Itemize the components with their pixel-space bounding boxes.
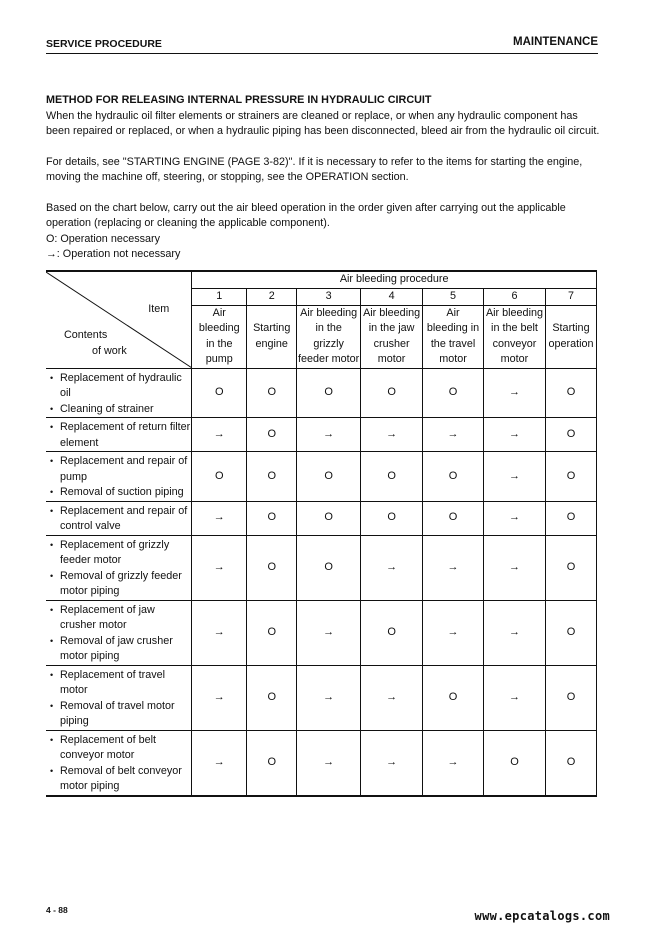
column-header-line: motor: [500, 353, 529, 365]
operation-necessary-mark: O: [566, 625, 576, 638]
column-header-line: in the belt: [491, 322, 538, 334]
column-header-line: Air bleeding: [300, 306, 358, 319]
mark-cell: [423, 452, 484, 502]
mark-cell: [545, 418, 596, 452]
operation-not-necessary-mark: →: [213, 755, 225, 768]
operation-necessary-mark: O: [267, 511, 276, 524]
mark-cell: [423, 665, 484, 730]
operation-necessary-mark: O: [324, 469, 333, 482]
operation-necessary-mark: O: [448, 469, 458, 482]
mark-cell: [545, 535, 596, 600]
operation-necessary-mark: O: [566, 386, 576, 398]
mark-cell: [423, 418, 484, 452]
air-bleeding-table: [46, 270, 597, 797]
operation-necessary-mark: O: [267, 625, 276, 638]
mark-cell: [247, 535, 297, 600]
table-row: [46, 501, 597, 535]
corner-of-work-label: of work: [92, 345, 127, 357]
table-corner-cell: [46, 271, 192, 368]
operation-not-necessary-mark: →: [213, 690, 225, 703]
mark-cell: [297, 368, 361, 418]
column-header: [192, 305, 247, 368]
operation-necessary-mark: O: [324, 511, 333, 524]
operation-necessary-mark: O: [387, 625, 396, 638]
mark-cell: [484, 665, 546, 730]
corner-item-label: Item: [148, 303, 170, 315]
operation-not-necessary-mark: →: [508, 511, 520, 524]
operation-not-necessary-mark: →: [323, 755, 335, 768]
column-number: 4: [361, 289, 423, 306]
work-item: • Removal of jaw crusher motor piping: [50, 634, 191, 665]
mark-cell: [297, 665, 361, 730]
operation-not-necessary-mark: →: [508, 386, 520, 398]
mark-cell: [545, 730, 596, 796]
operation-not-necessary-mark: →: [447, 427, 459, 440]
body-text: [46, 93, 600, 263]
mark-cell: [192, 600, 247, 665]
work-item: • Removal of suction piping: [50, 485, 191, 501]
table-row: [46, 452, 597, 502]
mark-cell: [361, 600, 423, 665]
operation-not-necessary-mark: →: [213, 427, 225, 440]
mark-cell: [361, 665, 423, 730]
operation-not-necessary-mark: →: [508, 625, 520, 638]
mark-cell: [361, 730, 423, 796]
operation-necessary-mark: O: [448, 386, 458, 398]
column-header-line: conveyor: [492, 337, 537, 350]
table-row: [46, 535, 597, 600]
operation-necessary-mark: O: [267, 469, 276, 482]
mark-cell: [423, 368, 484, 418]
operation-necessary-mark: O: [387, 386, 396, 398]
table-row: [46, 665, 597, 730]
mark-cell: [247, 600, 297, 665]
work-content-cell: [46, 501, 192, 535]
operation-necessary-mark: O: [566, 511, 576, 524]
mark-cell: [297, 501, 361, 535]
column-header: [247, 305, 297, 368]
work-item: • Replacement of grizzly feeder motor: [50, 538, 191, 569]
operation-necessary-mark: O: [267, 386, 276, 398]
mark-cell: [361, 452, 423, 502]
work-content-cell: [46, 368, 192, 418]
mark-cell: [297, 730, 361, 796]
work-item: • Replacement of belt conveyor motor: [50, 733, 191, 764]
column-number: 3: [297, 289, 361, 306]
mark-cell: [192, 665, 247, 730]
work-content-cell: [46, 452, 192, 502]
mark-cell: [192, 730, 247, 796]
mark-cell: [484, 452, 546, 502]
column-header-line: bleeding: [198, 322, 240, 334]
column-header-line: crusher: [373, 337, 410, 350]
mark-cell: [484, 535, 546, 600]
legend-necessary: O: Operation necessary: [46, 232, 161, 245]
operation-not-necessary-mark: →: [213, 625, 225, 638]
mark-cell: [247, 452, 297, 502]
mark-cell: [423, 730, 484, 796]
work-item: • Removal of travel motor piping: [50, 699, 191, 730]
mark-cell: [361, 535, 423, 600]
column-header: [484, 305, 546, 368]
operation-not-necessary-mark: →: [447, 625, 459, 638]
operation-not-necessary-mark: →: [508, 427, 520, 440]
work-item: • Replacement of return filter element: [50, 420, 191, 451]
operation-not-necessary-mark: →: [386, 560, 398, 573]
mark-cell: [247, 418, 297, 452]
work-item: • Replacement and repair of control valve: [50, 504, 191, 535]
mark-cell: [361, 418, 423, 452]
operation-not-necessary-mark: →: [508, 690, 520, 703]
operation-necessary-mark: O: [324, 560, 333, 573]
mark-cell: [484, 730, 546, 796]
chart-instruction-paragraph: Based on the chart below, carry out the air bleed operation in the order given after carrying out the applicable operation (replacing or cleaning the applicable component).: [46, 201, 566, 229]
column-number: 6: [484, 289, 546, 306]
mark-cell: [423, 501, 484, 535]
column-header-line: motor: [377, 353, 406, 365]
work-item: • Replacement of travel motor: [50, 668, 191, 699]
column-header-line: operation: [548, 337, 594, 350]
operation-necessary-mark: O: [387, 469, 396, 482]
work-content-cell: [46, 665, 192, 730]
operation-necessary-mark: O: [448, 690, 458, 703]
mark-cell: [484, 501, 546, 535]
column-header-line: in the: [315, 322, 342, 334]
mark-cell: [192, 501, 247, 535]
mark-cell: [192, 452, 247, 502]
mark-cell: [423, 535, 484, 600]
operation-necessary-mark: O: [566, 690, 576, 703]
mark-cell: [484, 600, 546, 665]
intro-paragraph: When the hydraulic oil filter elements or strainers are cleaned or replace, or when any hydraulic component has been repaired or replaced, or when a hydraulic piping has been disconnected, bleed air from the hydraulic oil circuit.: [46, 109, 600, 137]
work-item: • Replacement of hydraulic oil: [50, 371, 191, 402]
operation-necessary-mark: O: [566, 427, 576, 440]
section-title: METHOD FOR RELEASING INTERNAL PRESSURE IN HYDRAULIC CIRCUIT: [46, 94, 432, 106]
table-row: [46, 368, 597, 418]
operation-not-necessary-mark: →: [213, 511, 225, 524]
mark-cell: [361, 368, 423, 418]
mark-cell: [423, 600, 484, 665]
operation-not-necessary-mark: →: [508, 560, 520, 573]
mark-cell: [297, 418, 361, 452]
operation-necessary-mark: O: [566, 755, 576, 768]
column-header-line: Starting: [552, 322, 590, 334]
watermark-text: www.epcatalogs.com: [474, 909, 610, 923]
operation-not-necessary-mark: →: [508, 469, 520, 482]
column-header: [297, 305, 361, 368]
column-header-line: in the: [206, 337, 233, 350]
operation-not-necessary-mark: →: [386, 427, 398, 440]
column-header: [423, 305, 484, 368]
operation-not-necessary-mark: →: [447, 755, 459, 768]
column-header-line: in the jaw: [368, 322, 415, 334]
mark-cell: [545, 501, 596, 535]
work-content-cell: [46, 535, 192, 600]
mark-cell: [484, 368, 546, 418]
work-item: • Cleaning of strainer: [50, 402, 191, 418]
operation-necessary-mark: O: [214, 469, 224, 482]
table-row: [46, 418, 597, 452]
column-header: [361, 305, 423, 368]
operation-necessary-mark: O: [267, 690, 276, 703]
operation-necessary-mark: O: [267, 755, 276, 768]
mark-cell: [192, 368, 247, 418]
work-item: • Replacement of jaw crusher motor: [50, 603, 191, 634]
mark-cell: [297, 600, 361, 665]
operation-not-necessary-mark: →: [386, 755, 398, 768]
group-header: Air bleeding procedure: [192, 271, 597, 289]
operation-not-necessary-mark: →: [213, 560, 225, 573]
column-header-line: feeder motor: [298, 353, 360, 365]
column-header: [545, 305, 596, 368]
column-header-line: grizzly: [313, 337, 344, 350]
work-item: • Removal of grizzly feeder motor piping: [50, 569, 191, 600]
operation-necessary-mark: O: [566, 469, 576, 482]
column-header-line: pump: [205, 353, 233, 365]
operation-necessary-mark: O: [324, 386, 333, 398]
column-header-line: motor: [439, 353, 467, 365]
operation-not-necessary-mark: →: [447, 560, 459, 573]
header-section-label: SERVICE PROCEDURE: [46, 38, 162, 50]
table-row: [46, 730, 597, 796]
operation-necessary-mark: O: [214, 386, 224, 398]
mark-cell: [545, 368, 596, 418]
operation-not-necessary-mark: →: [323, 690, 335, 703]
table-row: [46, 600, 597, 665]
mark-cell: [247, 501, 297, 535]
mark-cell: [192, 418, 247, 452]
details-paragraph: For details, see "STARTING ENGINE (PAGE 3-82)". If it is necessary to refer to the items for starting the engine, moving the machine off, steering, or stopping, see the OPERATION section.: [46, 155, 583, 183]
mark-cell: [545, 600, 596, 665]
mark-cell: [297, 452, 361, 502]
column-number: 5: [423, 289, 484, 306]
operation-necessary-mark: O: [566, 560, 576, 573]
corner-contents-label: Contents: [64, 329, 108, 341]
mark-cell: [545, 665, 596, 730]
column-header-line: Air: [212, 306, 226, 319]
column-header-line: Air bleeding: [485, 306, 543, 319]
header-divider: [46, 53, 598, 54]
page-number: 4 - 88: [46, 905, 68, 915]
mark-cell: [297, 535, 361, 600]
column-number: 2: [247, 289, 297, 306]
operation-not-necessary-mark: →: [386, 690, 398, 703]
column-header-line: Air bleeding: [363, 306, 421, 319]
mark-cell: [247, 730, 297, 796]
operation-not-necessary-mark: →: [323, 427, 335, 440]
operation-necessary-mark: O: [510, 755, 519, 768]
column-header-line: Starting: [253, 322, 291, 334]
column-header-line: the travel: [430, 337, 476, 350]
mark-cell: [484, 418, 546, 452]
column-header-line: engine: [255, 337, 288, 350]
mark-cell: [247, 665, 297, 730]
column-header-line: bleeding in: [426, 322, 480, 334]
mark-cell: [361, 501, 423, 535]
mark-cell: [545, 452, 596, 502]
work-content-cell: [46, 730, 192, 796]
column-number: 7: [545, 289, 596, 306]
legend-not-necessary: →: Operation not necessary: [46, 248, 181, 260]
mark-cell: [192, 535, 247, 600]
header-chapter-label: MAINTENANCE: [513, 36, 598, 48]
work-item: • Removal of belt conveyor motor piping: [50, 764, 191, 795]
operation-necessary-mark: O: [448, 511, 458, 524]
column-number: 1: [192, 289, 247, 306]
work-content-cell: [46, 600, 192, 665]
operation-necessary-mark: O: [387, 511, 396, 524]
operation-necessary-mark: O: [267, 560, 276, 573]
work-item: • Replacement and repair of pump: [50, 454, 191, 485]
work-content-cell: [46, 418, 192, 452]
operation-necessary-mark: O: [267, 427, 276, 440]
operation-not-necessary-mark: →: [323, 625, 335, 638]
column-header-line: Air: [446, 306, 460, 319]
mark-cell: [247, 368, 297, 418]
